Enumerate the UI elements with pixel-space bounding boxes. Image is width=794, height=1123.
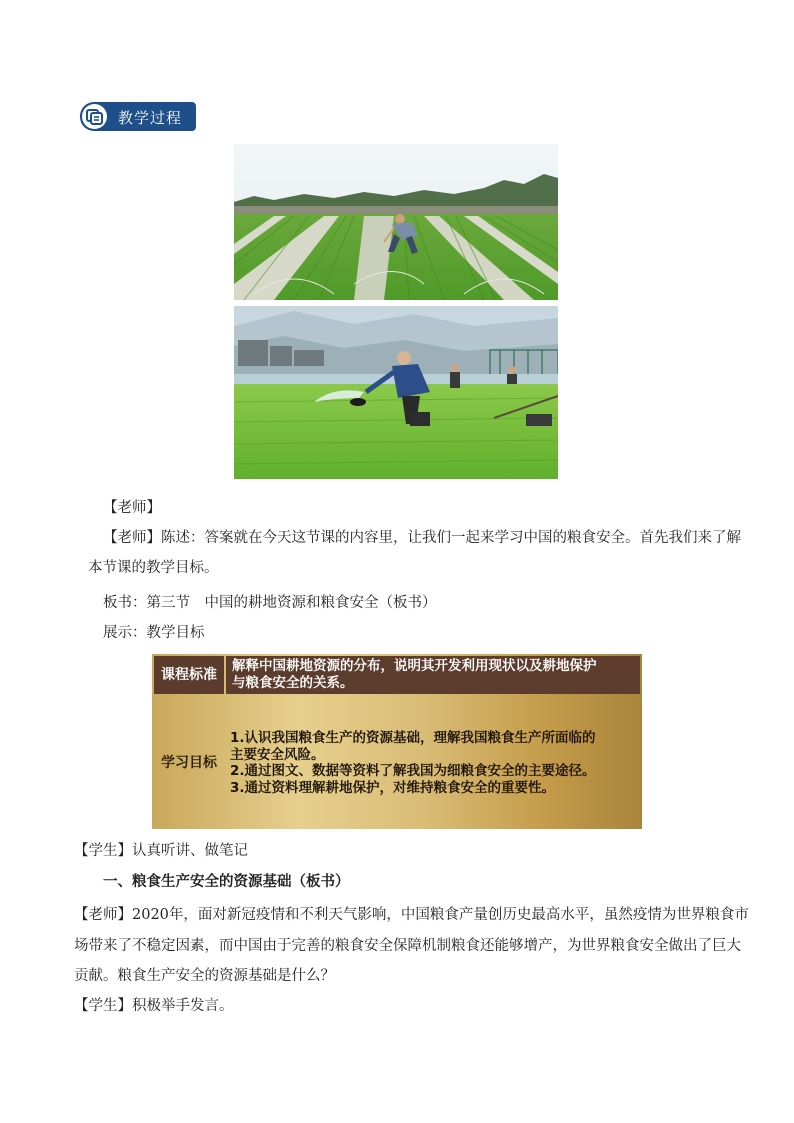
objective-item-2: 2.通过图文、数据等资料了解我国为细粮食安全的主要途径。 — [230, 763, 596, 779]
teacher-paragraph-line-3: 贡献。粮食生产安全的资源基础是什么？ — [74, 968, 335, 984]
learning-objectives-header: 学习目标 — [161, 755, 217, 771]
learning-objectives-row — [152, 700, 642, 829]
objective-item-3: 3.通过资料理解耕地保护，对维持粮食安全的重要性。 — [230, 779, 556, 796]
teacher-statement-line-2: 本节课的教学目标。 — [88, 560, 219, 576]
objective-item-1-line-1: 1.认识我国粮食生产的资源基础，理解我国粮食生产所面临的 — [230, 730, 596, 746]
learning-objectives-list — [230, 730, 640, 796]
teaching-objectives-table — [152, 654, 642, 829]
curriculum-standard-text-line-1: 解释中国耕地资源的分布，说明其开发利用现状以及耕地保护 — [232, 658, 597, 674]
show-objectives-line: 展示：教学目标 — [103, 625, 205, 641]
teacher-statement-line-1: 【老师】陈述：答案就在今天这节课的内容里，让我们一起来学习中国的粮食安全。首先我们来了解 — [103, 530, 741, 546]
curriculum-standard-header: 课程标准 — [154, 656, 224, 694]
curriculum-standard-row — [152, 654, 642, 696]
section-header-tab — [80, 102, 196, 131]
section-title: 教学过程 — [118, 109, 183, 127]
teacher-label-line: 【老师】 — [103, 500, 161, 516]
student-response-line: 【学生】积极举手发言。 — [74, 998, 234, 1014]
teacher-paragraph-line-1: 【老师】2020年，面对新冠疫情和不利天气影响，中国粮食产量创历史最高水平，虽然疫情为世界粮食市 — [74, 907, 749, 923]
curriculum-standard-text-line-2: 与粮食安全的关系。 — [232, 675, 354, 691]
teacher-paragraph-line-2: 场带来了不稳定因素，而中国由于完善的粮食安全保障机制粮食还能够增产，为世界粮食安全做出了巨大 — [74, 938, 741, 954]
rice-seedling-field-photo-1 — [234, 144, 558, 300]
student-note-line: 【学生】认真听讲、做笔记 — [74, 843, 248, 859]
document-stack-icon — [82, 104, 107, 129]
blackboard-title-line: 板书：第三节 中国的耕地资源和粮食安全（板书） — [103, 595, 437, 611]
curriculum-standard-text — [226, 656, 640, 694]
objective-item-1-line-2: 主要安全风险。 — [230, 746, 325, 763]
subsection-heading: 一、粮食生产安全的资源基础（板书） — [103, 873, 350, 890]
rice-seedling-field-photo-2 — [234, 306, 558, 479]
